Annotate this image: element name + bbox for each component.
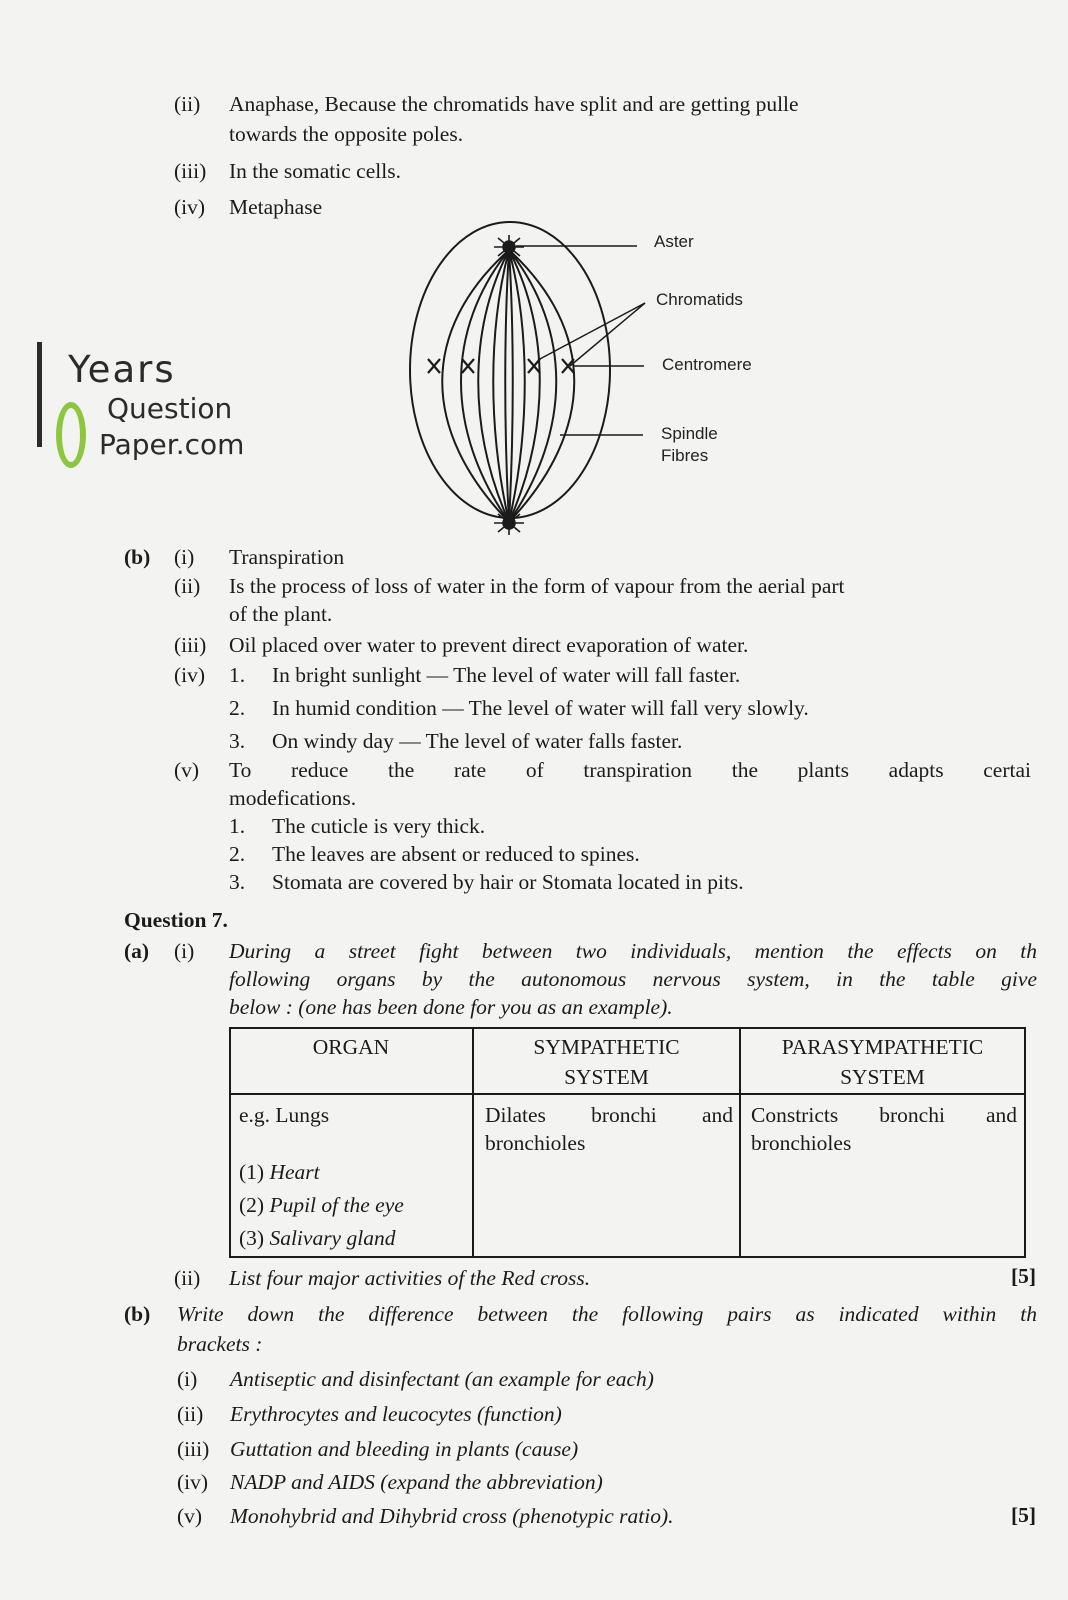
q7-b-ii-text: Erythrocytes and leucocytes (function): [230, 1402, 562, 1426]
part-b-label: (b): [124, 545, 151, 569]
leader-chromatids-1: [538, 303, 645, 360]
aster-top: [494, 235, 524, 259]
answer-a-ii-line1: Anaphase, Because the chromatids have split and are getting pulle: [229, 92, 799, 116]
q7-a-i-line1: During a street fight between two individuals, mention the effects on th: [229, 939, 1037, 963]
q7-a-i-line2: following organs by the autonomous nervous system, in the table give: [229, 967, 1037, 991]
answer-a-iv-text: Metaphase: [229, 195, 323, 219]
leader-chromatids-2: [570, 303, 645, 366]
part-b-v-3-text: Stomata are covered by hair or Stomata located in pits.: [272, 870, 744, 894]
q7-b-ii-number: (ii): [177, 1402, 204, 1426]
metaphase-diagram-svg: [390, 220, 790, 550]
q7-a-marks: [5]: [1011, 1264, 1037, 1288]
part-b-iv-3-text: On windy day — The level of water falls faster.: [272, 729, 683, 753]
answer-a-iii-number: (iii): [174, 159, 207, 183]
watermark-years: Years: [68, 348, 176, 391]
q7-a-ii-number: (ii): [174, 1266, 201, 1290]
watermark-question: Question: [107, 392, 233, 425]
header-parasympathetic-1: PARASYMPATHETIC: [781, 1035, 984, 1059]
organ-name: Salivary gland: [269, 1226, 396, 1250]
part-b-iv-1-text: In bright sunlight — The level of water will fall faster.: [272, 663, 741, 687]
spindle-fibre: [509, 250, 513, 522]
label-spindle-1: Spindle: [661, 424, 718, 443]
cell-example-symp-2: bronchioles: [485, 1131, 586, 1155]
part-b-iii-number: (iii): [174, 633, 207, 657]
part-b-iv-1-num: 1.: [229, 663, 246, 687]
part-b-i-number: (i): [174, 545, 195, 569]
metaphase-diagram: [390, 220, 790, 550]
organ-number: (3): [239, 1226, 265, 1250]
answer-a-iii-text: In the somatic cells.: [229, 159, 401, 183]
cell-example-organ: e.g. Lungs: [239, 1103, 330, 1127]
part-b-ii-number: (ii): [174, 574, 201, 598]
part-b-ii-line1: Is the process of loss of water in the form of vapour from the aerial part: [229, 574, 845, 598]
organ-row-pupil: [239, 1191, 404, 1219]
q7-b-line2: brackets :: [177, 1332, 263, 1356]
part-b-v-3-num: 3.: [229, 870, 246, 894]
spindle-fibre: [509, 250, 574, 522]
header-sympathetic-1: SYMPATHETIC: [533, 1035, 680, 1059]
chromatid-x: [428, 359, 440, 373]
label-centromere: Centromere: [662, 355, 752, 374]
part-b-iv-3-num: 3.: [229, 729, 246, 753]
part-b-ii-line2: of the plant.: [229, 602, 333, 626]
cell-example-symp-1: Dilates bronchi and: [485, 1103, 733, 1127]
watermark-paper: Paper.com: [99, 428, 245, 461]
question-7-heading: Question 7.: [124, 908, 228, 932]
ans-effects-table: [229, 1027, 1026, 1258]
watermark-zero-ring: [56, 402, 86, 468]
spindle-fibre: [442, 250, 509, 522]
q7-a-ii-text: List four major activities of the Red cross.: [229, 1266, 591, 1290]
organ-row-heart: [239, 1158, 320, 1186]
q7-a-i-line3: below : (one has been done for you as an example).: [229, 995, 673, 1019]
part-b-iii-text: Oil placed over water to prevent direct evaporation of water.: [229, 633, 749, 657]
organ-number: (2): [239, 1193, 265, 1217]
q7-b-v-number: (v): [177, 1504, 203, 1528]
q7-b-iv-number: (iv): [177, 1470, 209, 1494]
q7-a-label: (a): [124, 939, 150, 963]
spindle-fibre: [505, 250, 509, 522]
answer-a-iv-number: (iv): [174, 195, 206, 219]
organ-row-salivary: [239, 1224, 395, 1252]
chromatid-x: [528, 359, 540, 373]
label-spindle-2: Fibres: [661, 446, 709, 465]
q7-b-iii-text: Guttation and bleeding in plants (cause): [230, 1437, 579, 1461]
part-b-iv-number: (iv): [174, 663, 206, 687]
chromatid-x: [562, 359, 574, 373]
part-b-i-text: Transpiration: [229, 545, 345, 569]
q7-b-line1: Write down the difference between the following pairs as indicated within th: [177, 1302, 1037, 1326]
part-b-iv-2-num: 2.: [229, 696, 246, 720]
organ-name: Pupil of the eye: [269, 1193, 404, 1217]
chromatid-x: [462, 359, 474, 373]
part-b-v-2-text: The leaves are absent or reduced to spines.: [272, 842, 640, 866]
q7-b-i-number: (i): [177, 1367, 198, 1391]
part-b-v-line1: To reduce the rate of transpiration the plants adapts certai: [229, 758, 1031, 782]
q7-b-v-text: Monohybrid and Dihybrid cross (phenotypic ratio).: [230, 1504, 674, 1528]
part-b-v-1-text: The cuticle is very thick.: [272, 814, 486, 838]
q7-b-i-text: Antiseptic and disinfectant (an example for each): [230, 1367, 654, 1391]
watermark-one-bar: [37, 342, 42, 447]
label-aster: Aster: [654, 232, 694, 251]
part-b-v-2-num: 2.: [229, 842, 246, 866]
label-chromatids: Chromatids: [656, 290, 743, 309]
aster-bottom: [494, 511, 524, 535]
part-b-v-1-num: 1.: [229, 814, 246, 838]
cell-example-para-1: Constricts bronchi and: [751, 1103, 1017, 1127]
header-organ: ORGAN: [312, 1035, 390, 1059]
organ-name: Heart: [269, 1160, 320, 1184]
cell-example-para-2: bronchioles: [751, 1131, 852, 1155]
q7-b-marks: [5]: [1011, 1503, 1037, 1527]
q7-b-iii-number: (iii): [177, 1437, 210, 1461]
part-b-iv-2-text: In humid condition — The level of water will fall very slowly.: [272, 696, 809, 720]
organ-number: (1): [239, 1160, 265, 1184]
answer-a-ii-line2: towards the opposite poles.: [229, 122, 464, 146]
part-b-v-line2: modefications.: [229, 786, 357, 810]
answer-a-ii-number: (ii): [174, 92, 201, 116]
q7-b-label: (b): [124, 1302, 151, 1326]
header-parasympathetic-2: SYSTEM: [840, 1065, 925, 1089]
q7-a-i-number: (i): [174, 939, 195, 963]
header-sympathetic-2: SYSTEM: [564, 1065, 649, 1089]
q7-b-iv-text: NADP and AIDS (expand the abbreviation): [230, 1470, 603, 1494]
part-b-v-number: (v): [174, 758, 200, 782]
